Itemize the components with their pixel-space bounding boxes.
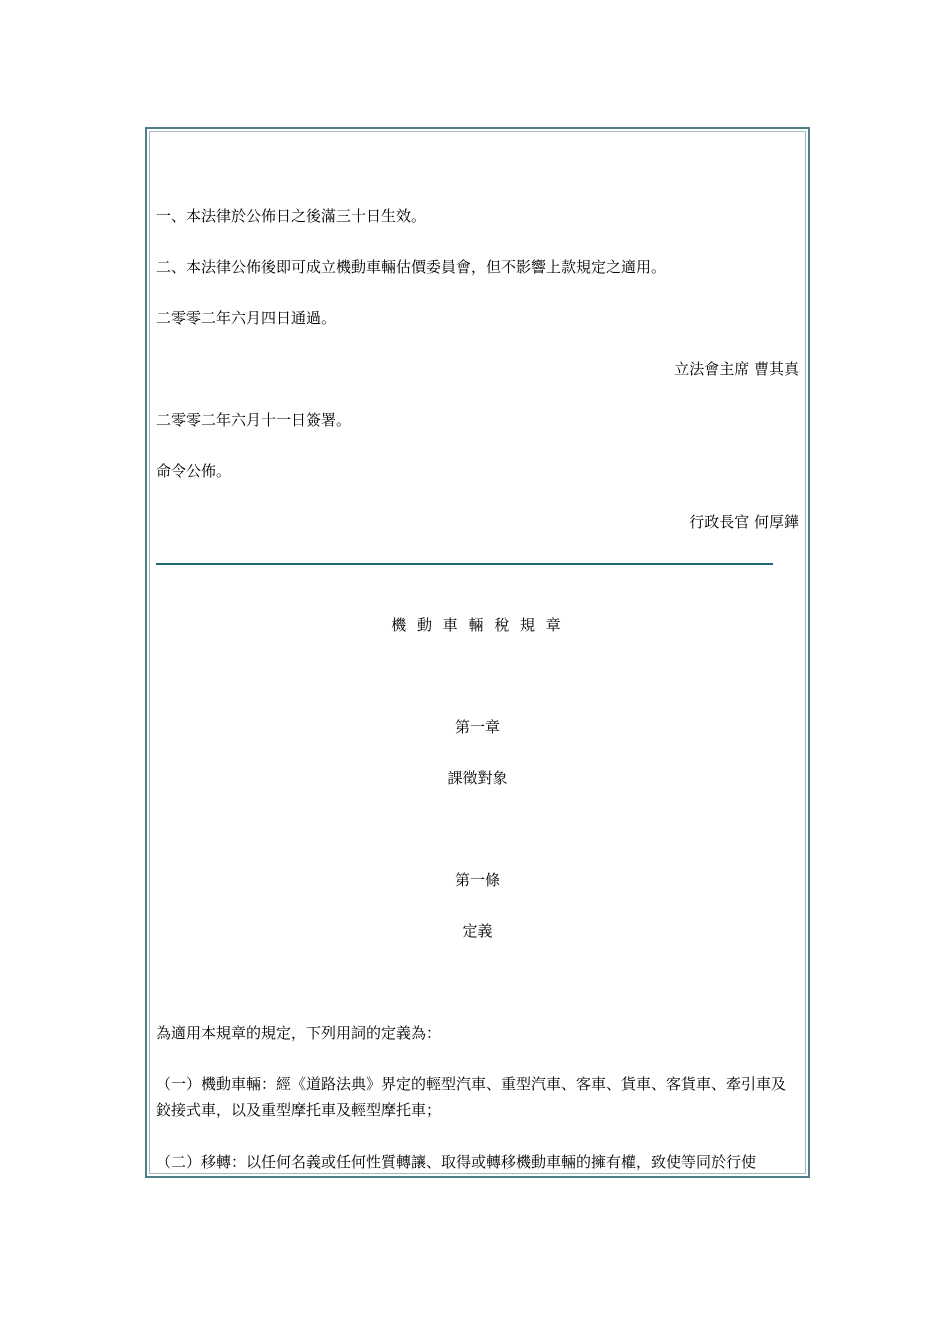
- section-divider: [156, 563, 773, 565]
- article-number: 第一條: [454, 871, 500, 889]
- effect-line-2: 二、本法律公佈後即可成立機動車輛估價委員會，但不影響上款規定之適用。: [156, 258, 667, 276]
- passed-date: 二零零二年六月四日通過。: [156, 309, 337, 327]
- document-frame: [145, 127, 810, 1178]
- chief-executive-signature: 行政長官 何厚鏵: [689, 513, 799, 531]
- regulation-title: 機 動 車 輛 稅 規 章: [391, 616, 564, 634]
- chapter-number: 第一章: [454, 718, 500, 736]
- article-intro: 為適用本規章的規定，下列用詞的定義為：: [156, 1024, 442, 1042]
- signed-date: 二零零二年六月十一日簽署。: [156, 411, 352, 429]
- article-title: 定義: [462, 922, 493, 940]
- chapter-title: 課徵對象: [447, 769, 508, 787]
- promulgation-order: 命令公佈。: [156, 462, 232, 480]
- effect-line-1: 一、本法律於公佈日之後滿三十日生效。: [156, 207, 427, 225]
- definition-item-1: （一）機動車輛：經《道路法典》界定的輕型汽車、重型汽車、客車、貨車、客貨車、牽引車及鉸接式車，以及重型摩托車及輕型摩托車；: [156, 1075, 787, 1119]
- assembly-president-signature: 立法會主席 曹其真: [674, 360, 799, 378]
- document-frame-inner-border: [149, 131, 806, 1174]
- definition-item-2: （二）移轉：以任何名義或任何性質轉讓、取得或轉移機動車輛的擁有權，致使等同於行使: [156, 1153, 757, 1171]
